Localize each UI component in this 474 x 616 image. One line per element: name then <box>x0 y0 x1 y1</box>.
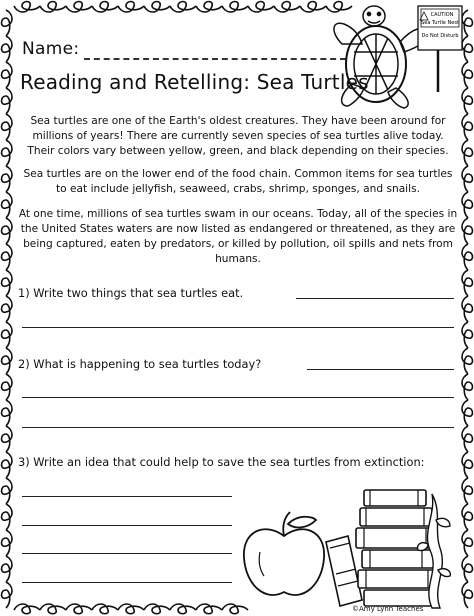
answer-line-3a[interactable] <box>22 496 232 497</box>
answer-line-3d[interactable] <box>22 582 232 583</box>
sign-disturb-text: Do Not Disturb <box>421 33 459 39</box>
answer-line-3b[interactable] <box>22 525 232 526</box>
question-1: 1) Write two things that sea turtles eat. <box>18 286 244 300</box>
passage-paragraph-2: Sea turtles are on the lower end of the food chain. Common items for sea turtles to eat include jellyfish, seaweed, crabs, shrimp, sponges, and snails. <box>23 168 453 195</box>
answer-line-2c[interactable] <box>22 427 454 428</box>
sign-caution-text: CAUTION <box>430 12 454 18</box>
question-3: 3) Write an idea that could help to save the sea turtles from extinction: <box>18 455 425 469</box>
answer-line-1a[interactable] <box>296 298 454 299</box>
caution-sign-icon <box>416 4 466 94</box>
answer-line-2a[interactable] <box>307 369 454 370</box>
page-title: Reading and Retelling: Sea Turtles <box>20 70 369 94</box>
answer-line-1b[interactable] <box>22 327 454 328</box>
name-label: Name: <box>22 39 80 59</box>
passage-paragraph-3: At one time, millions of sea turtles swam in our oceans. Today, all of the species in the United States waters are now listed as endangered or threatened, as they are being captured, eaten by predators, or killed by pollution, oil spills and nets from humans. <box>18 208 458 265</box>
answer-line-2b[interactable] <box>22 397 454 398</box>
copyright-credit: ©Amy Lynn Teaches <box>352 605 424 613</box>
sign-nest-text: Sea Turtle Nest <box>421 20 459 26</box>
question-2: 2) What is happening to sea turtles today? <box>18 357 262 371</box>
seaweed-icon <box>414 490 454 610</box>
passage-paragraph-1: Sea turtles are one of the Earth's oldest creatures. They have been around for millions of years! There are currently seven species of sea turtles alive today. Their colors vary between yellow, green, and black depending on their species. <box>27 115 449 157</box>
name-input-line[interactable] <box>84 58 346 60</box>
answer-line-3c[interactable] <box>22 553 232 554</box>
